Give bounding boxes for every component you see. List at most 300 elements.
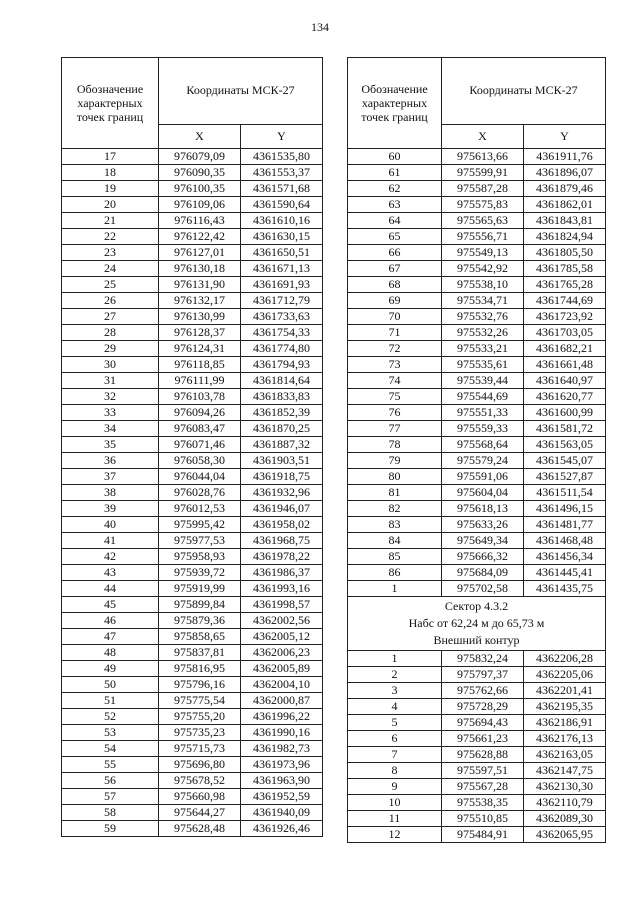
y-coord-cell: 4361852,39 <box>241 405 323 421</box>
y-coord-cell: 4361958,02 <box>241 517 323 533</box>
point-id-cell: 64 <box>348 213 442 229</box>
table-row <box>348 581 606 597</box>
x-coord-cell: 975579,24 <box>442 453 524 469</box>
table-row <box>348 341 606 357</box>
point-id-cell: 40 <box>62 517 159 533</box>
x-coord-cell: 975604,04 <box>442 485 524 501</box>
sector-header <box>348 597 606 651</box>
point-id-cell: 48 <box>62 645 159 661</box>
x-coord-cell: 976130,18 <box>159 261 241 277</box>
table-row <box>62 629 323 645</box>
y-coord-cell: 4362206,28 <box>524 651 606 667</box>
point-id-cell: 85 <box>348 549 442 565</box>
x-coord-cell: 975755,20 <box>159 709 241 725</box>
table-row <box>62 293 323 309</box>
point-id-cell: 55 <box>62 757 159 773</box>
point-id-cell: 3 <box>348 683 442 699</box>
table-row <box>62 757 323 773</box>
table-row <box>348 229 606 245</box>
x-coord-cell: 976131,90 <box>159 277 241 293</box>
x-coord-cell: 975649,34 <box>442 533 524 549</box>
y-coord-cell: 4362201,41 <box>524 683 606 699</box>
y-coord-cell: 4361794,93 <box>241 357 323 373</box>
table-row <box>348 453 606 469</box>
x-coord-cell: 976118,85 <box>159 357 241 373</box>
y-coord-cell: 4361833,83 <box>241 389 323 405</box>
x-coord-cell: 975568,64 <box>442 437 524 453</box>
x-coord-cell: 976122,42 <box>159 229 241 245</box>
table-row <box>62 437 323 453</box>
table-row <box>348 149 606 165</box>
table-row <box>62 661 323 677</box>
x-coord-cell: 975660,98 <box>159 789 241 805</box>
x-coord-cell: 975735,23 <box>159 725 241 741</box>
table-row <box>348 763 606 779</box>
y-coord-cell: 4362195,35 <box>524 699 606 715</box>
y-coord-cell: 4361456,34 <box>524 549 606 565</box>
y-coord-cell: 4361545,07 <box>524 453 606 469</box>
y-coord-cell: 4361887,32 <box>241 437 323 453</box>
x-coord-cell: 976071,46 <box>159 437 241 453</box>
y-coord-cell: 4362000,87 <box>241 693 323 709</box>
table-row <box>62 421 323 437</box>
x-coord-cell: 975796,16 <box>159 677 241 693</box>
x-coord-cell: 976124,31 <box>159 341 241 357</box>
point-id-cell: 45 <box>62 597 159 613</box>
table-row <box>62 805 323 821</box>
x-coord-cell: 976094,26 <box>159 405 241 421</box>
point-id-cell: 29 <box>62 341 159 357</box>
x-coord-cell: 975977,53 <box>159 533 241 549</box>
y-coord-cell: 4361879,46 <box>524 181 606 197</box>
y-coord-cell: 4361712,79 <box>241 293 323 309</box>
header-x-label: X <box>159 124 241 148</box>
table-body-right-top <box>348 149 606 597</box>
table-row <box>62 517 323 533</box>
x-coord-cell: 975858,65 <box>159 629 241 645</box>
y-coord-cell: 4361511,54 <box>524 485 606 501</box>
page-number: 134 <box>311 20 329 34</box>
point-id-cell: 73 <box>348 357 442 373</box>
y-coord-cell: 4361610,16 <box>241 213 323 229</box>
point-id-cell: 66 <box>348 245 442 261</box>
point-id-cell: 10 <box>348 795 442 811</box>
x-coord-cell: 976111,99 <box>159 373 241 389</box>
y-coord-cell: 4361553,37 <box>241 165 323 181</box>
table-row <box>348 795 606 811</box>
y-coord-cell: 4361723,92 <box>524 309 606 325</box>
table-body-left <box>62 149 323 837</box>
x-coord-cell: 975542,92 <box>442 261 524 277</box>
point-id-cell: 61 <box>348 165 442 181</box>
x-coord-cell: 975599,91 <box>442 165 524 181</box>
table-row <box>348 747 606 763</box>
point-id-cell: 47 <box>62 629 159 645</box>
point-id-cell: 82 <box>348 501 442 517</box>
x-coord-cell: 975678,52 <box>159 773 241 789</box>
y-coord-cell: 4361435,75 <box>524 581 606 597</box>
y-coord-cell: 4361703,05 <box>524 325 606 341</box>
point-id-cell: 67 <box>348 261 442 277</box>
table-row <box>62 373 323 389</box>
point-id-cell: 9 <box>348 779 442 795</box>
sector-section <box>348 597 606 651</box>
x-coord-cell: 975939,72 <box>159 565 241 581</box>
x-coord-cell: 975533,21 <box>442 341 524 357</box>
x-coord-cell: 975534,71 <box>442 293 524 309</box>
header-coords-label: Координаты МСК-27 <box>159 58 323 125</box>
y-coord-cell: 4362130,30 <box>524 779 606 795</box>
table-row <box>348 715 606 731</box>
point-id-cell: 46 <box>62 613 159 629</box>
point-id-cell: 80 <box>348 469 442 485</box>
point-id-cell: 71 <box>348 325 442 341</box>
point-id-cell: 38 <box>62 485 159 501</box>
point-id-cell: 20 <box>62 197 159 213</box>
y-coord-cell: 4361563,05 <box>524 437 606 453</box>
table-row <box>348 517 606 533</box>
header-y-label: Y <box>241 124 323 148</box>
y-coord-cell: 4361998,57 <box>241 597 323 613</box>
point-id-cell: 28 <box>62 325 159 341</box>
table-row <box>348 651 606 667</box>
x-coord-cell: 975535,61 <box>442 357 524 373</box>
coordinates-table-right <box>347 57 606 843</box>
header-point-label: Обозначение характерных точек границ <box>62 58 159 149</box>
header-point-label: Обозначение характерных точек границ <box>348 58 442 149</box>
x-coord-cell: 975958,93 <box>159 549 241 565</box>
y-coord-cell: 4361862,01 <box>524 197 606 213</box>
point-id-cell: 49 <box>62 661 159 677</box>
point-id-cell: 22 <box>62 229 159 245</box>
x-coord-cell: 975565,63 <box>442 213 524 229</box>
point-id-cell: 62 <box>348 181 442 197</box>
point-id-cell: 59 <box>62 821 159 837</box>
point-id-cell: 5 <box>348 715 442 731</box>
y-coord-cell: 4361733,63 <box>241 309 323 325</box>
point-id-cell: 79 <box>348 453 442 469</box>
x-coord-cell: 975567,28 <box>442 779 524 795</box>
point-id-cell: 81 <box>348 485 442 501</box>
x-coord-cell: 975549,13 <box>442 245 524 261</box>
y-coord-cell: 4361600,99 <box>524 405 606 421</box>
point-id-cell: 23 <box>62 245 159 261</box>
point-id-cell: 4 <box>348 699 442 715</box>
y-coord-cell: 4361630,15 <box>241 229 323 245</box>
table-body-right-bottom <box>348 651 606 843</box>
y-coord-cell: 4361918,75 <box>241 469 323 485</box>
table-row <box>348 683 606 699</box>
x-coord-cell: 976128,37 <box>159 325 241 341</box>
x-coord-cell: 975539,44 <box>442 373 524 389</box>
point-id-cell: 63 <box>348 197 442 213</box>
x-coord-cell: 976100,35 <box>159 181 241 197</box>
table-row <box>62 725 323 741</box>
y-coord-cell: 4361571,68 <box>241 181 323 197</box>
table-row <box>348 421 606 437</box>
x-coord-cell: 976116,43 <box>159 213 241 229</box>
x-coord-cell: 975628,88 <box>442 747 524 763</box>
point-id-cell: 54 <box>62 741 159 757</box>
table-row <box>62 613 323 629</box>
table-row <box>348 261 606 277</box>
y-coord-cell: 4361973,96 <box>241 757 323 773</box>
y-coord-cell: 4361911,76 <box>524 149 606 165</box>
y-coord-cell: 4362089,30 <box>524 811 606 827</box>
x-coord-cell: 975816,95 <box>159 661 241 677</box>
x-coord-cell: 976103,78 <box>159 389 241 405</box>
y-coord-cell: 4361996,22 <box>241 709 323 725</box>
y-coord-cell: 4361986,37 <box>241 565 323 581</box>
point-id-cell: 21 <box>62 213 159 229</box>
y-coord-cell: 4362005,89 <box>241 661 323 677</box>
table-row <box>348 485 606 501</box>
table-row <box>348 469 606 485</box>
table-row <box>62 229 323 245</box>
y-coord-cell: 4361774,80 <box>241 341 323 357</box>
point-id-cell: 27 <box>62 309 159 325</box>
header-x-label: X <box>442 124 524 148</box>
point-id-cell: 52 <box>62 709 159 725</box>
point-id-cell: 30 <box>62 357 159 373</box>
y-coord-cell: 4362002,56 <box>241 613 323 629</box>
y-coord-cell: 4362065,95 <box>524 827 606 843</box>
table-row <box>62 165 323 181</box>
y-coord-cell: 4361824,94 <box>524 229 606 245</box>
y-coord-cell: 4361650,51 <box>241 245 323 261</box>
point-id-cell: 35 <box>62 437 159 453</box>
x-coord-cell: 975484,91 <box>442 827 524 843</box>
point-id-cell: 50 <box>62 677 159 693</box>
point-id-cell: 58 <box>62 805 159 821</box>
x-coord-cell: 976132,17 <box>159 293 241 309</box>
y-coord-cell: 4361982,73 <box>241 741 323 757</box>
table-row <box>62 645 323 661</box>
table-row <box>62 789 323 805</box>
x-coord-cell: 975762,66 <box>442 683 524 699</box>
point-id-cell: 18 <box>62 165 159 181</box>
y-coord-cell: 4361843,81 <box>524 213 606 229</box>
table-row <box>62 181 323 197</box>
table-row <box>348 277 606 293</box>
x-coord-cell: 975613,66 <box>442 149 524 165</box>
x-coord-cell: 975728,29 <box>442 699 524 715</box>
table-row <box>62 469 323 485</box>
point-id-cell: 65 <box>348 229 442 245</box>
x-coord-cell: 975702,58 <box>442 581 524 597</box>
y-coord-cell: 4362163,05 <box>524 747 606 763</box>
x-coord-cell: 975591,06 <box>442 469 524 485</box>
y-coord-cell: 4361940,09 <box>241 805 323 821</box>
table-row <box>348 309 606 325</box>
point-id-cell: 72 <box>348 341 442 357</box>
y-coord-cell: 4362186,91 <box>524 715 606 731</box>
y-coord-cell: 4361946,07 <box>241 501 323 517</box>
x-coord-cell: 975919,99 <box>159 581 241 597</box>
x-coord-cell: 975694,43 <box>442 715 524 731</box>
y-coord-cell: 4361926,46 <box>241 821 323 837</box>
point-id-cell: 36 <box>62 453 159 469</box>
table-row <box>62 581 323 597</box>
header-y-label: Y <box>524 124 606 148</box>
point-id-cell: 76 <box>348 405 442 421</box>
header-coords-label: Координаты МСК-27 <box>442 58 606 125</box>
point-id-cell: 43 <box>62 565 159 581</box>
table-row <box>62 549 323 565</box>
y-coord-cell: 4361468,48 <box>524 533 606 549</box>
y-coord-cell: 4362205,06 <box>524 667 606 683</box>
point-id-cell: 60 <box>348 149 442 165</box>
x-coord-cell: 976083,47 <box>159 421 241 437</box>
table-row <box>348 197 606 213</box>
y-coord-cell: 4361814,64 <box>241 373 323 389</box>
x-coord-cell: 975899,84 <box>159 597 241 613</box>
y-coord-cell: 4362110,79 <box>524 795 606 811</box>
table-row <box>348 667 606 683</box>
x-coord-cell: 975797,37 <box>442 667 524 683</box>
y-coord-cell: 4361952,59 <box>241 789 323 805</box>
y-coord-cell: 4361691,93 <box>241 277 323 293</box>
x-coord-cell: 975575,83 <box>442 197 524 213</box>
table-row <box>62 149 323 165</box>
table-row <box>62 245 323 261</box>
point-id-cell: 57 <box>62 789 159 805</box>
y-coord-cell: 4362176,13 <box>524 731 606 747</box>
y-coord-cell: 4361870,25 <box>241 421 323 437</box>
table-row <box>62 821 323 837</box>
table-row <box>348 405 606 421</box>
table-row <box>348 293 606 309</box>
x-coord-cell: 976109,06 <box>159 197 241 213</box>
point-id-cell: 69 <box>348 293 442 309</box>
y-coord-cell: 4361581,72 <box>524 421 606 437</box>
x-coord-cell: 975510,85 <box>442 811 524 827</box>
x-coord-cell: 975661,23 <box>442 731 524 747</box>
x-coord-cell: 976090,35 <box>159 165 241 181</box>
y-coord-cell: 4361990,16 <box>241 725 323 741</box>
table-row <box>348 501 606 517</box>
point-id-cell: 77 <box>348 421 442 437</box>
point-id-cell: 51 <box>62 693 159 709</box>
y-coord-cell: 4362006,23 <box>241 645 323 661</box>
x-coord-cell: 976044,04 <box>159 469 241 485</box>
point-id-cell: 1 <box>348 581 442 597</box>
sector-title: Сектор 4.3.2 <box>444 599 509 613</box>
table-row <box>348 533 606 549</box>
point-id-cell: 75 <box>348 389 442 405</box>
table-row <box>62 501 323 517</box>
x-coord-cell: 975532,76 <box>442 309 524 325</box>
y-coord-cell: 4361785,58 <box>524 261 606 277</box>
y-coord-cell: 4361496,15 <box>524 501 606 517</box>
y-coord-cell: 4361765,28 <box>524 277 606 293</box>
point-id-cell: 32 <box>62 389 159 405</box>
x-coord-cell: 975556,71 <box>442 229 524 245</box>
table-row <box>348 373 606 389</box>
table-row <box>62 597 323 613</box>
table-row <box>348 699 606 715</box>
y-coord-cell: 4361527,87 <box>524 469 606 485</box>
x-coord-cell: 975837,81 <box>159 645 241 661</box>
y-coord-cell: 4361993,16 <box>241 581 323 597</box>
x-coord-cell: 976058,30 <box>159 453 241 469</box>
table-row <box>62 197 323 213</box>
point-id-cell: 37 <box>62 469 159 485</box>
point-id-cell: 34 <box>62 421 159 437</box>
y-coord-cell: 4361968,75 <box>241 533 323 549</box>
table-row <box>62 341 323 357</box>
table-row <box>62 277 323 293</box>
x-coord-cell: 975597,51 <box>442 763 524 779</box>
point-id-cell: 31 <box>62 373 159 389</box>
table-row <box>62 565 323 581</box>
table-row <box>348 811 606 827</box>
table-row <box>348 827 606 843</box>
table-row <box>348 357 606 373</box>
table-row <box>348 181 606 197</box>
y-coord-cell: 4361978,22 <box>241 549 323 565</box>
x-coord-cell: 975618,13 <box>442 501 524 517</box>
x-coord-cell: 975544,69 <box>442 389 524 405</box>
table-row <box>348 325 606 341</box>
x-coord-cell: 975551,33 <box>442 405 524 421</box>
table-row <box>348 245 606 261</box>
y-coord-cell: 4361754,33 <box>241 325 323 341</box>
point-id-cell: 41 <box>62 533 159 549</box>
y-coord-cell: 4362147,75 <box>524 763 606 779</box>
table-row <box>62 453 323 469</box>
x-coord-cell: 975538,10 <box>442 277 524 293</box>
y-coord-cell: 4361481,77 <box>524 517 606 533</box>
x-coord-cell: 975628,48 <box>159 821 241 837</box>
x-coord-cell: 975633,26 <box>442 517 524 533</box>
table-row <box>62 677 323 693</box>
x-coord-cell: 976079,09 <box>159 149 241 165</box>
y-coord-cell: 4361535,80 <box>241 149 323 165</box>
table-row <box>62 213 323 229</box>
point-id-cell: 83 <box>348 517 442 533</box>
point-id-cell: 11 <box>348 811 442 827</box>
point-id-cell: 19 <box>62 181 159 197</box>
table-row <box>348 437 606 453</box>
y-coord-cell: 4361671,13 <box>241 261 323 277</box>
point-id-cell: 2 <box>348 667 442 683</box>
y-coord-cell: 4362005,12 <box>241 629 323 645</box>
x-coord-cell: 975684,09 <box>442 565 524 581</box>
table-row <box>348 213 606 229</box>
point-id-cell: 68 <box>348 277 442 293</box>
point-id-cell: 74 <box>348 373 442 389</box>
point-id-cell: 86 <box>348 565 442 581</box>
x-coord-cell: 975715,73 <box>159 741 241 757</box>
y-coord-cell: 4361805,50 <box>524 245 606 261</box>
x-coord-cell: 975995,42 <box>159 517 241 533</box>
point-id-cell: 78 <box>348 437 442 453</box>
x-coord-cell: 975538,35 <box>442 795 524 811</box>
table-row <box>348 549 606 565</box>
table-row <box>62 357 323 373</box>
point-id-cell: 1 <box>348 651 442 667</box>
x-coord-cell: 975832,24 <box>442 651 524 667</box>
x-coord-cell: 975775,54 <box>159 693 241 709</box>
table-row <box>62 405 323 421</box>
y-coord-cell: 4361682,21 <box>524 341 606 357</box>
x-coord-cell: 975879,36 <box>159 613 241 629</box>
point-id-cell: 42 <box>62 549 159 565</box>
point-id-cell: 56 <box>62 773 159 789</box>
table-row <box>62 261 323 277</box>
point-id-cell: 70 <box>348 309 442 325</box>
